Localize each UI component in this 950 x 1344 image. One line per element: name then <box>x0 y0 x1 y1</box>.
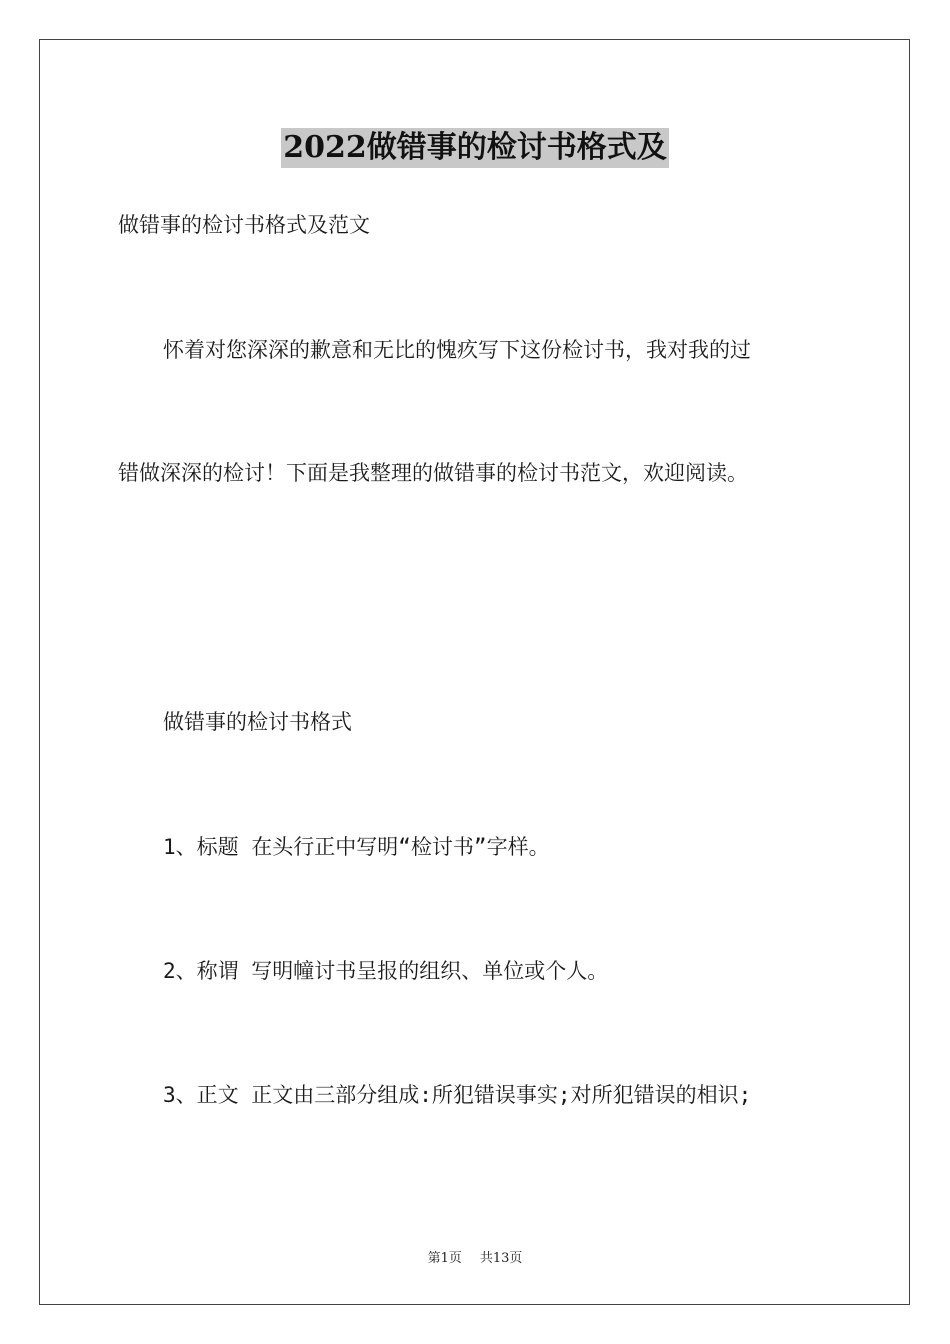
page-footer <box>0 1247 950 1266</box>
list-item-title: 1、标题 在头行正中写明“检讨书”字样。 <box>163 835 550 859</box>
page-number-total: 共13页 <box>479 1251 523 1266</box>
intro-paragraph-line-2: 错做深深的检讨！下面是我整理的做错事的检讨书范文，欢迎阅读。 <box>118 461 748 485</box>
document-subtitle: 做错事的检讨书格式及范文 <box>118 213 370 237</box>
section-heading: 做错事的检讨书格式 <box>163 710 352 734</box>
list-item-salutation: 2、称谓 写明幢讨书呈报的组织、单位或个人。 <box>163 959 609 983</box>
title-container <box>0 128 950 168</box>
document-title: 2022做错事的检讨书格式及 <box>281 128 669 168</box>
page-number-current: 第1页 <box>427 1251 462 1266</box>
list-item-body: 3、正文 正文由三部分组成:所犯错误事实;对所犯错误的相识; <box>163 1083 752 1107</box>
intro-paragraph-line-1: 怀着对您深深的歉意和无比的愧疚写下这份检讨书，我对我的过 <box>163 338 751 362</box>
